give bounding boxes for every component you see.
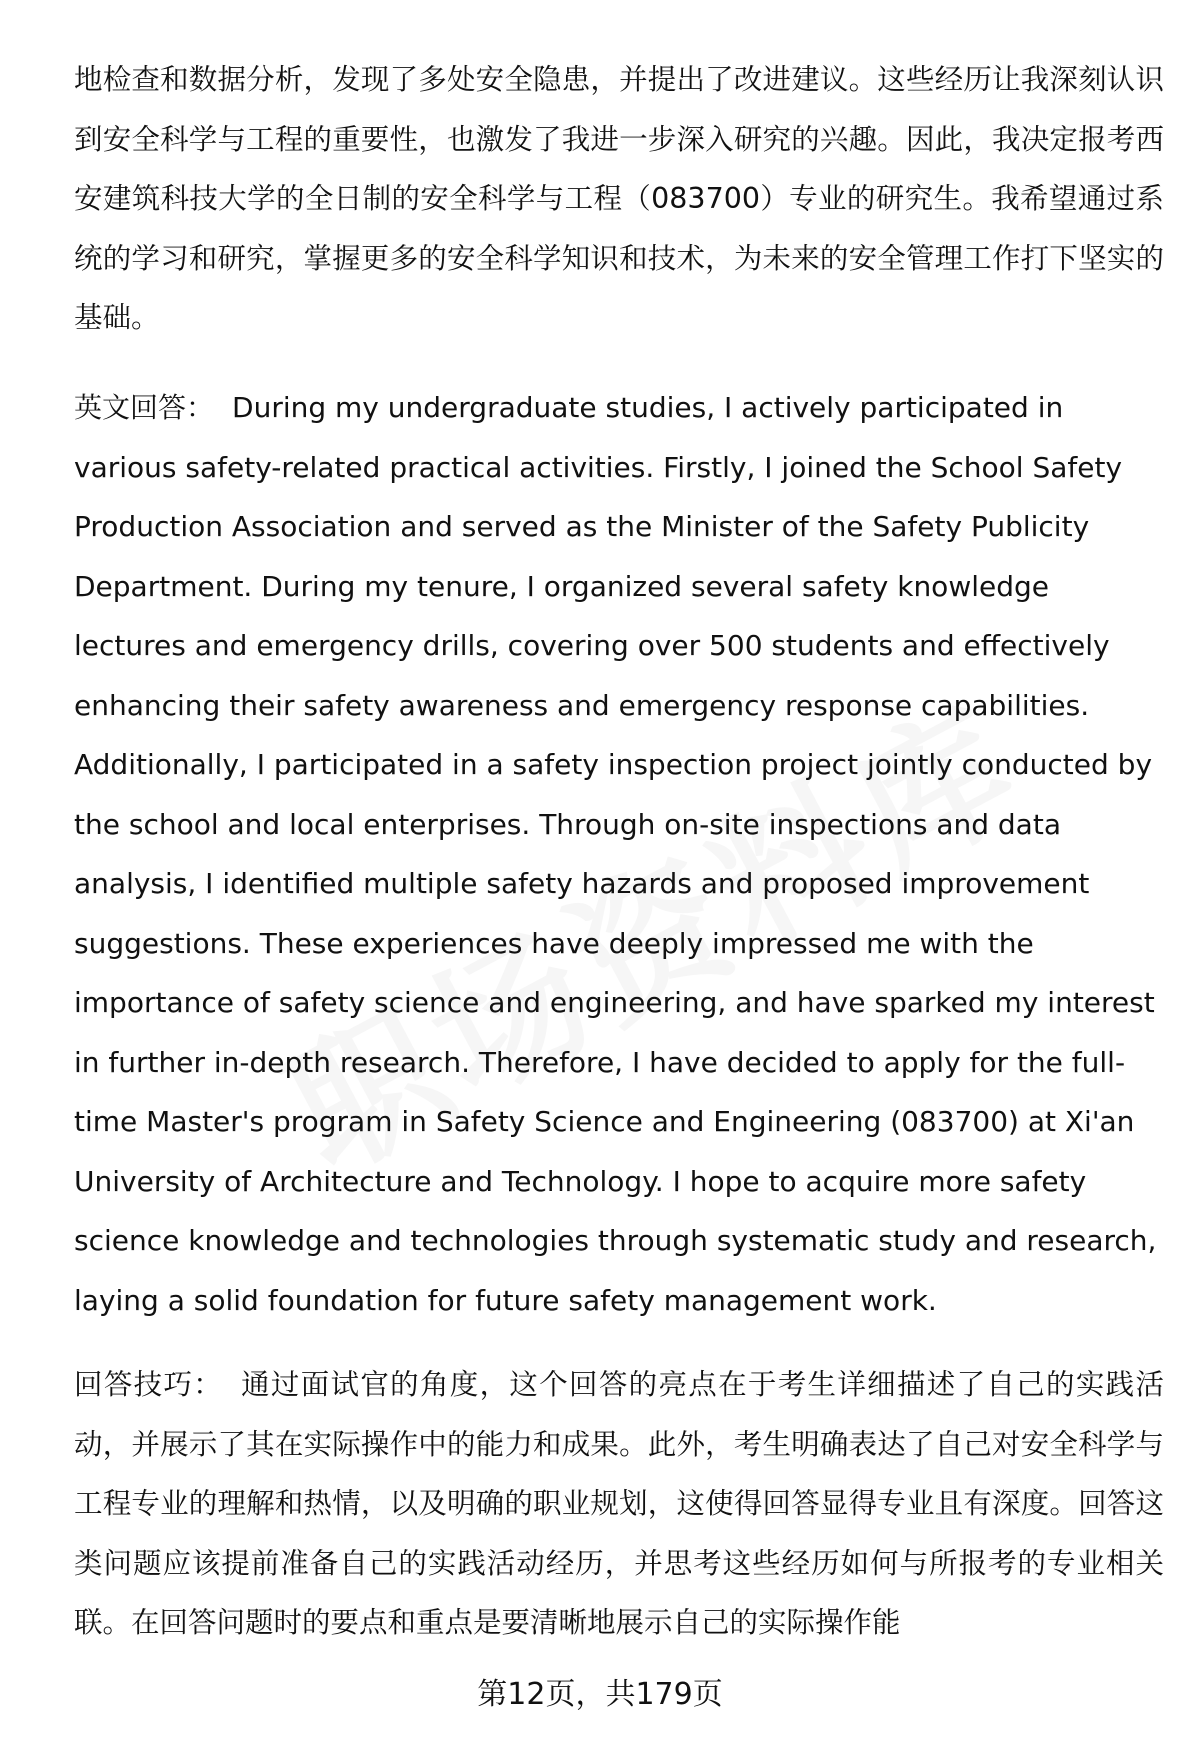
- paragraph-answer-tips: [74, 1355, 1164, 1653]
- answer-tips-text: 通过面试官的角度，这个回答的亮点在于考生详细描述了自己的实践活动，并展示了其在实际操作中的能力和成果。此外，考生明确表达了自己对安全科学与工程专业的理解和热情，以及明确的职业规划，这使得回答显得专业且有深度。回答这类问题应该提前准备自己的实践活动经历，并思考这些经历如何与所报考的专业相关联。在回答问题时的要点和重点是要清晰地展示自己的实际操作能: [74, 1368, 1164, 1639]
- page-number-footer: 第12页，共179页: [477, 1677, 723, 1712]
- paragraph-english-answer: [74, 378, 1164, 1330]
- answer-tips-label: 回答技巧：: [74, 1368, 224, 1401]
- paragraph-cn-text: 地检查和数据分析，发现了多处安全隐患，并提出了改进建议。这些经历让我深刻认识到安全科学与工程的重要性，也激发了我进一步深入研究的兴趣。因此，我决定报考西安建筑科技大学的全日制的安全科学与工程（083700）专业的研究生。我希望通过系统的学习和研究，掌握更多的安全科学知识和技术，为未来的安全管理工作打下坚实的基础。: [74, 63, 1164, 334]
- english-answer-text: During my undergraduate studies, I actively participated in various safety-related practical activities. Firstly, I joined the School Safety Production Association and served as the Minister of the Safety Publicity Department. During my tenure, I organized several safety knowledge lectures and emergency drills, covering over 500 students and effectively enhancing their safety awareness and emergency response capabilities. Additionally, I participated in a safety inspection project jointly conducted by the school and local enterprises. Through on-site inspections and data analysis, I identified multiple safety hazards and proposed improvement suggestions. These experiences have deeply impressed me with the importance of safety science and engineering, and have sparked my interest in further in-depth research. Therefore, I have decided to apply for the full-time Master's program in Safety Science and Engineering (083700) at Xi'an University of Architecture and Technology. I hope to acquire more safety science knowledge and technologies through systematic study and research, laying a solid foundation for future safety management work.: [74, 391, 1157, 1317]
- paragraph-cn-continuation: [74, 50, 1164, 348]
- english-answer-label: 英文回答：: [74, 391, 215, 424]
